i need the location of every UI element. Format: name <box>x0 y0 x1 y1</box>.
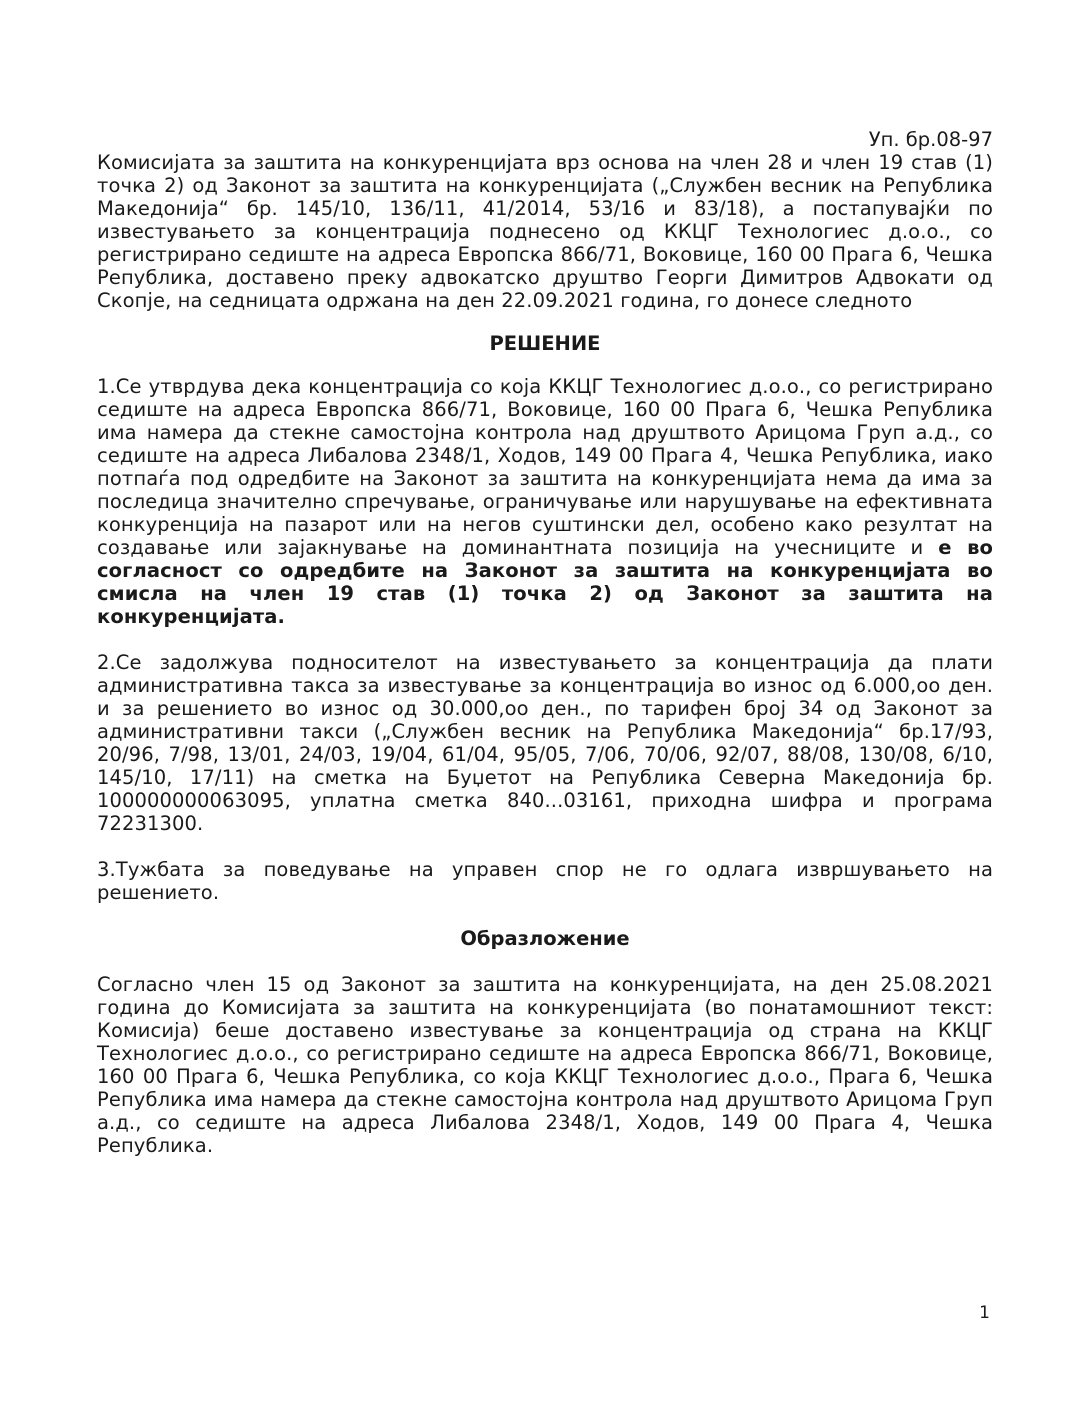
intro-paragraph: Комисијата за заштита на конкуренцијата врз основа на член 28 и член 19 став (1) точка 2) од Законот за заштита на конкуренцијата („Службен весник на Република Македонија“ бр. 145/10, 136/11, 41/2014, 53/16 и 83/18), а постапувајќи по известувањето за концентрација поднесено од ККЦГ Технологиес д.о.о., со регистрирано седиште на адреса Европска 866/71, Воковице, 160 00 Прага 6, Чешка Република, доставено преку адвокатско друштво Георги Димитров Адвокати од Скопје, на седницата одржана на ден 22.09.2021 година, го донесе следното <box>97 151 993 312</box>
decision-heading: РЕШЕНИЕ <box>489 332 601 355</box>
decision-point-1-bold: е во согласност со одредбите на Законот за заштита на конкуренцијата во смисла на член 19 став (1) точка 2) од Законот за заштита на конкуренцијата. <box>97 536 994 628</box>
decision-point-1 <box>97 375 993 628</box>
reasoning-heading: Образложение <box>460 927 630 950</box>
reasoning-paragraph: Согласно член 15 од Законот за заштита на конкуренцијата, на ден 25.08.2021 година до Комисијата за заштита на конкуренцијата (во понатамошниот текст: Комисија) беше доставено известување за концентрација од страна на ККЦГ Технологиес д.о.о., со регистрирано седиште на адреса Европска 866/71, Воковице, 160 00 Прага 6, Чешка Република, со која ККЦГ Технологиес д.о.о., Прага 6, Чешка Република има намера да стекне самостојна контрола над друштвото Арицома Груп а.д., со седиште на адреса Либалова 2348/1, Ходов, 149 00 Прага 4, Чешка Република. <box>97 973 993 1157</box>
case-reference: Уп. бр.08-97 <box>868 128 993 151</box>
decision-point-3: 3.Тужбата за поведување на управен спор не го одлага извршувањето на решението. <box>97 858 993 904</box>
decision-point-1-text: 1.Се утврдува дека концентрација со која ККЦГ Технологиес д.о.о., со регистрирано седиште на адреса Европска 866/71, Воковице, 160 00 Прага 6, Чешка Република има намера да стекне самостојна контрола над друштвото Арицома Груп а.д., со седиште на адреса Либалова 2348/1, Ходов, 149 00 Прага 4, Чешка Република, иако потпаѓа под одредбите на Законот за заштита на конкуренцијата нема да има за последица значително спречување, ограничување или нарушување на ефективната конкуренција на пазарот или на негов суштински дел, особено како резултат на создавање или зајакнување на доминантната позиција на учесниците и <box>97 375 993 559</box>
document-page <box>97 128 993 1157</box>
decision-point-2: 2.Се задолжува подносителот на известувањето за концентрација да плати административна такса за известување за концентрација во износ од 6.000,оо ден. и за решението во износ од 30.000,оо ден., по тарифен број 34 од Законот за административни такси („Службен весник на Република Македонија“ бр.17/93, 20/96, 7/98, 13/01, 24/03, 19/04, 61/04, 95/05, 7/06, 70/06, 92/07, 88/08, 130/08, 6/10, 145/10, 17/11) на сметка на Буџетот на Република Северна Македонија бр. 100000000063095, уплатна сметка 840...03161, приходна шифра и програма 72231300. <box>97 651 993 835</box>
page-number: 1 <box>979 1303 990 1323</box>
